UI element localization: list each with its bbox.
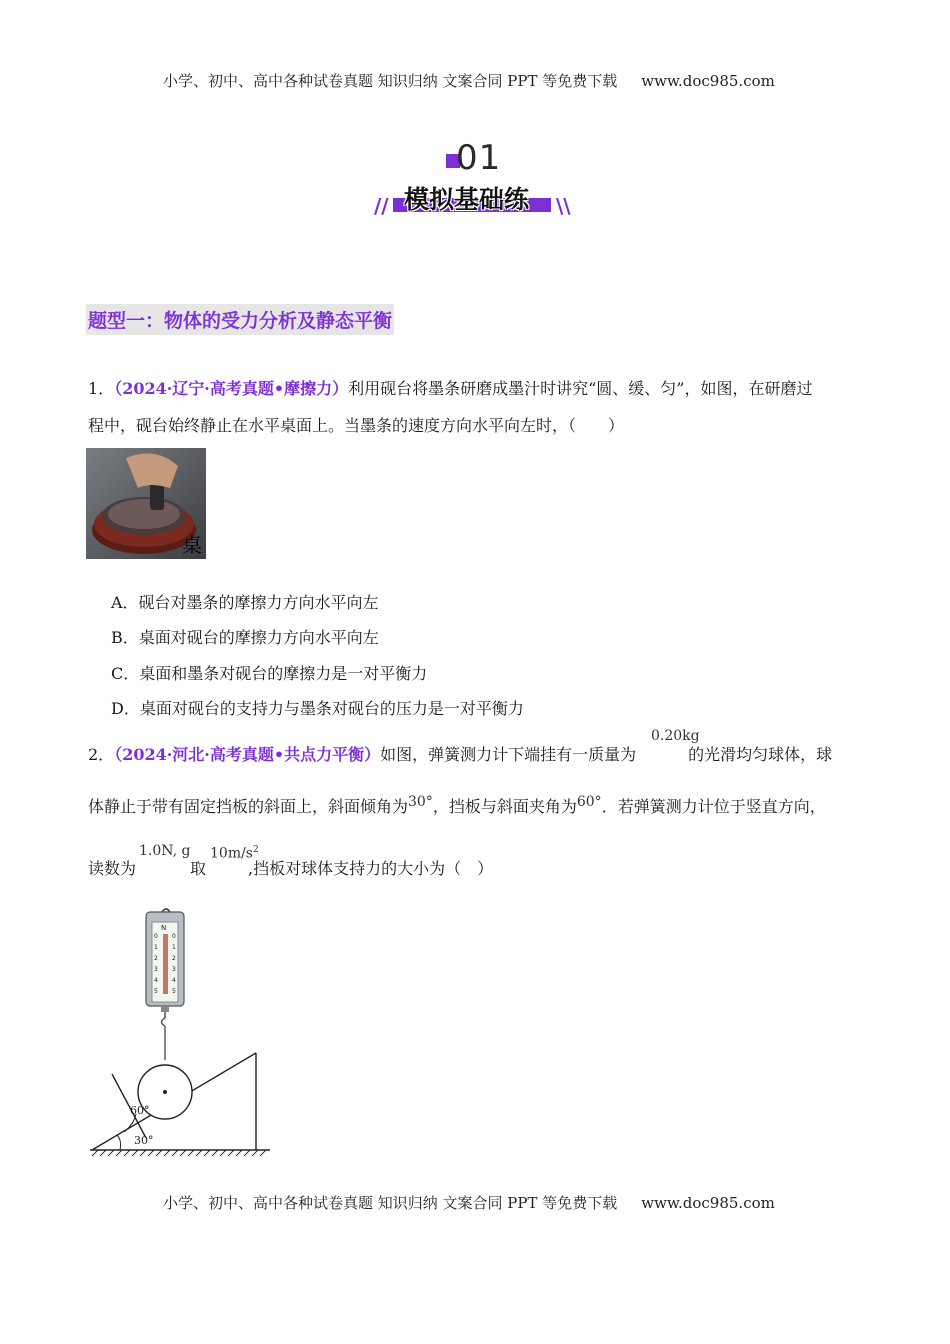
angle-30-label: 30° <box>134 1134 154 1147</box>
q1-source: （2024·辽宁·高考真题•摩擦力） <box>114 379 349 398</box>
q2-text-1b: 的光滑均匀球体，球 <box>688 745 833 764</box>
q2-number: 2． <box>88 745 115 764</box>
q1-line1 <box>88 378 812 400</box>
scale-tick-left-0: 0 <box>154 933 158 940</box>
q2-text-2c: ．若弹簧测力计位于竖直方向， <box>601 797 826 816</box>
q2-line1 <box>88 744 832 766</box>
q2-reading: 1.0N, g <box>139 843 191 859</box>
inkstone-illustration <box>86 448 206 559</box>
q1-option-c[interactable]: C．桌面和墨条对砚台的摩擦力是一对平衡力 <box>111 664 428 683</box>
q2-text-3c: ,挡板对球体支持力的大小为（ ） <box>248 859 494 878</box>
q2-line2 <box>88 796 826 819</box>
q2-g-exponent: 2 <box>253 845 259 855</box>
q2-line3 <box>88 858 493 880</box>
q1-option-d[interactable]: D．桌面对砚台的支持力与墨条对砚台的压力是一对平衡力 <box>111 699 524 718</box>
spring-scale-diagram <box>86 900 286 1160</box>
q2-gval <box>210 845 259 862</box>
q2-text-2a: 体静止于带有固定挡板的斜面上，斜面倾角为 <box>88 797 409 816</box>
scale-tick-left-5: 5 <box>154 988 158 995</box>
scale-tick-left-2: 2 <box>154 955 158 962</box>
scale-unit: N <box>161 924 167 932</box>
q2-text-1a: 如图，弹簧测力计下端挂有一质量为 <box>380 745 637 764</box>
q2-source: （2024·河北·高考真题•共点力平衡） <box>114 745 381 764</box>
q1-text-1: 利用砚台将墨条研磨成墨汁时讲究“圆、缓、匀”，如图，在研磨过 <box>348 379 813 398</box>
q2-text-3b: 取 <box>190 859 207 878</box>
badge-left-deco: // <box>374 194 389 218</box>
scale-tick-right-4: 4 <box>172 977 176 984</box>
q1-line2: 程中，砚台始终静止在水平桌面上。当墨条的速度方向水平向左时，（ ） <box>88 416 625 435</box>
badge-right-deco: \\ <box>556 194 571 218</box>
header-url[interactable]: www.doc985.com <box>641 72 775 90</box>
header-text: 小学、初中、高中各种试卷真题 知识归纳 文案合同 PPT 等免费下载 <box>163 72 618 90</box>
scale-tick-left-3: 3 <box>154 966 158 973</box>
page-footer <box>163 1192 775 1213</box>
scale-tick-right-2: 2 <box>172 955 176 962</box>
scale-tick-right-3: 3 <box>172 966 176 973</box>
q2-g-value: 10m/s <box>210 845 253 862</box>
badge-title: 模拟基础练 <box>404 185 530 214</box>
footer-text: 小学、初中、高中各种试卷真题 知识归纳 文案合同 PPT 等免费下载 <box>163 1194 618 1212</box>
q2-text-3a: 读数为 <box>88 859 137 878</box>
q2-text-2b: ，挡板与斜面夹角为 <box>432 797 577 816</box>
scale-tick-left-4: 4 <box>154 977 158 984</box>
section-heading: 题型一：物体的受力分析及静态平衡 <box>86 304 394 335</box>
angle-60-label: 60° <box>130 1104 150 1117</box>
scale-tick-right-5: 5 <box>172 988 176 995</box>
badge-number: 01 <box>456 138 502 178</box>
footer-url[interactable]: www.doc985.com <box>641 1194 775 1212</box>
scale-tick-right-1: 1 <box>172 944 176 951</box>
scale-tick-left-1: 1 <box>154 944 158 951</box>
q2-angle-60: 60° <box>576 794 602 810</box>
q2-mass: 0.20kg <box>651 728 700 744</box>
photo-label: 桌 <box>182 533 202 557</box>
q1-number: 1． <box>88 379 115 398</box>
q1-option-a[interactable]: A．砚台对墨条的摩擦力方向水平向左 <box>111 593 379 612</box>
q2-angle-30: 30° <box>408 794 433 810</box>
page-header <box>163 70 775 91</box>
scale-tick-right-0: 0 <box>172 933 176 940</box>
q1-option-b[interactable]: B．桌面对砚台的摩擦力方向水平向左 <box>111 628 379 647</box>
inkstone-photo <box>86 448 206 559</box>
